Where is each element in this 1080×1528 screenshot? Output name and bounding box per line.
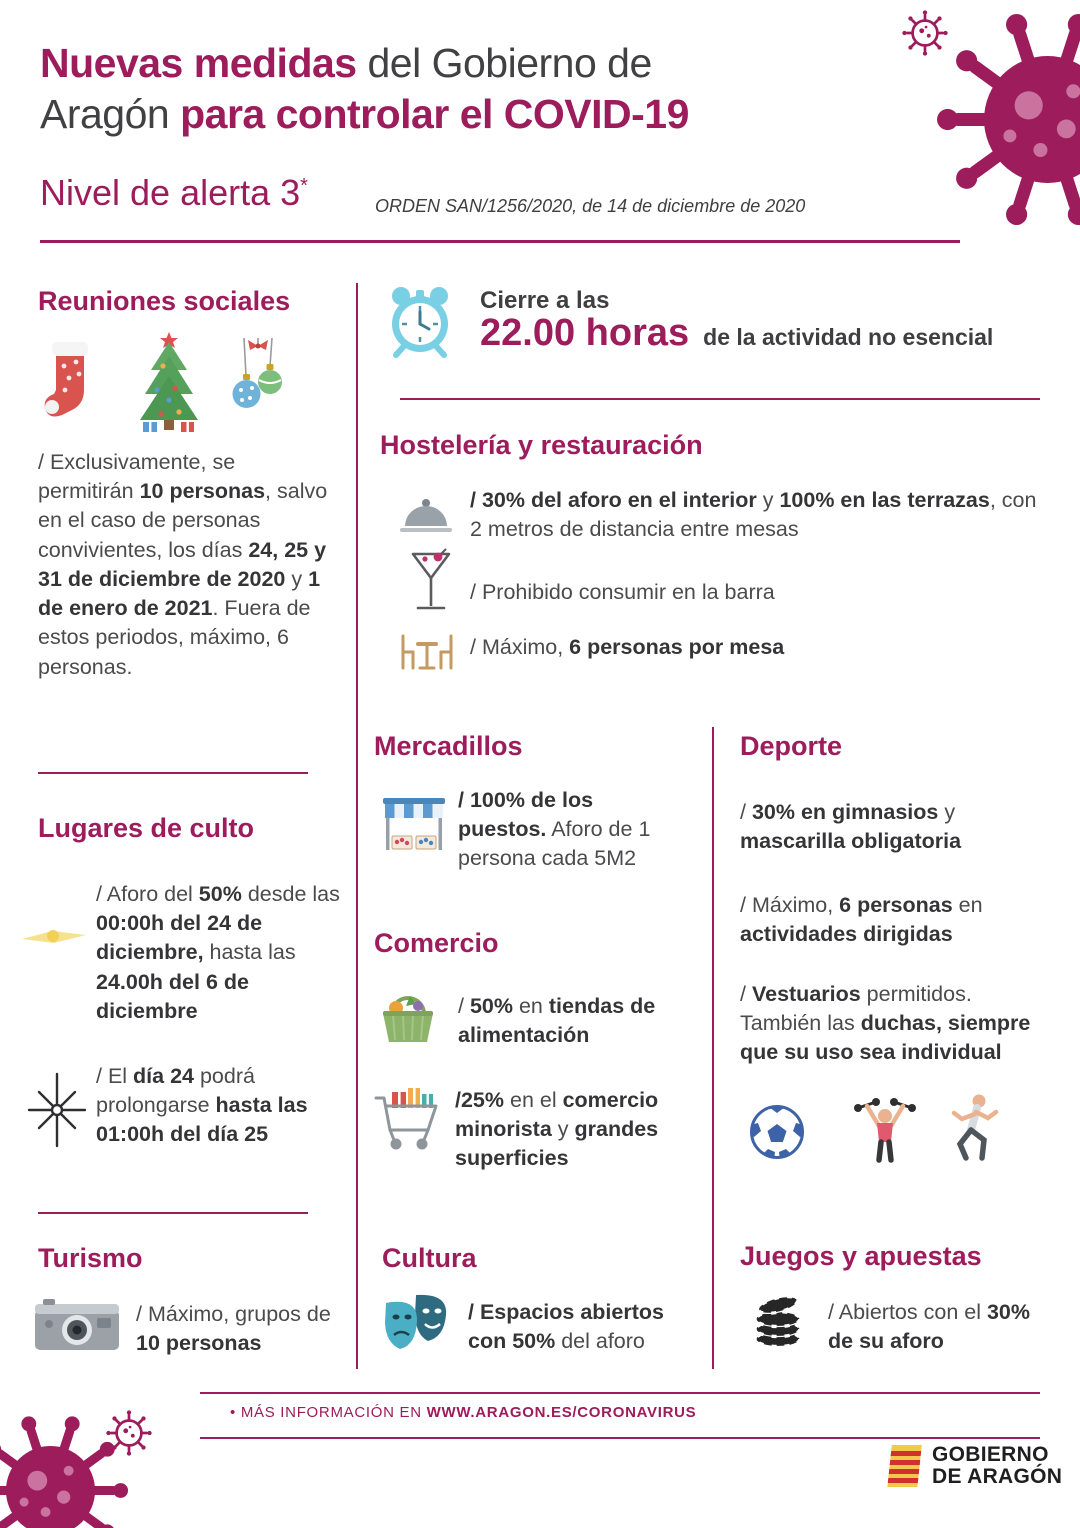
title-accent-2: para controlar el COVID-19 (180, 90, 689, 137)
reuniones-body-text: / Exclusivamente, se permitirán 10 personas, salvo en el caso de personas convivientes, los días 24, 25 y 31 de diciembre de 2020 y 1 de enero de 2021. Fuera de estos periodos, máximo, 6 personas. (38, 450, 328, 679)
hosteleria-item-2-text: / Prohibido consumir en la barra (470, 580, 775, 604)
footer-info-prefix: • MÁS INFORMACIÓN EN (230, 1404, 427, 1421)
title-plain-2: Aragón (40, 90, 181, 137)
comercio-item-1-text: / 50% en tiendas de alimentación (458, 994, 656, 1048)
title-accent-1: Nuevas medidas (40, 40, 357, 86)
shopping-cart-icon (372, 1086, 446, 1160)
order-reference: ORDEN SAN/1256/2020, de 14 de diciembre de 2020 (375, 196, 806, 216)
vertical-divider-left (356, 283, 358, 1369)
section-title-cultura: Cultura (382, 1243, 477, 1273)
section-title-deporte: Deporte (740, 731, 843, 761)
gobierno-aragon-logo (932, 1444, 1062, 1489)
footer-rule-bottom (200, 1437, 1040, 1439)
grocery-basket-icon (376, 986, 440, 1046)
footer-rule-top (200, 1392, 1040, 1394)
aragon-flag-icon (884, 1443, 926, 1491)
closure-time: 22.00 horas (480, 312, 690, 354)
vertical-divider-right (712, 727, 714, 1369)
header-rule (40, 240, 960, 243)
logo-line-1: GOBIERNO (932, 1443, 1049, 1466)
christmas-tree-icon (133, 330, 205, 432)
section-title-hosteleria: Hostelería y restauración (380, 430, 703, 460)
logo-line-2: DE ARAGÓN (932, 1465, 1063, 1489)
closure-row (480, 312, 993, 355)
deporte-item-3-text: / Vestuarios permitidos. También las duchas, siempre que su uso sea individual (740, 982, 1031, 1065)
divider-closure (400, 398, 1040, 400)
section-title-juegos: Juegos y apuestas (740, 1241, 982, 1271)
market-stall-icon (380, 795, 448, 859)
title-plain-1: del Gobierno de (356, 40, 652, 86)
section-title-reuniones: Reuniones sociales (38, 286, 291, 316)
serving-cloche-icon (398, 490, 454, 536)
hosteleria-item-3-text: / Máximo, 6 personas por mesa (470, 635, 785, 659)
alarm-clock-icon (382, 280, 458, 358)
cocktail-icon (408, 548, 454, 618)
virus-large-icon (930, 2, 1080, 237)
turismo-item-1-text: / Máximo, grupos de 10 personas (136, 1302, 331, 1356)
mercadillos-item-1-text: / 100% de los puestos. Aforo de 1 persona cada 5M2 (458, 788, 651, 871)
candle-glow-icon (22, 915, 88, 961)
weightlifter-icon (852, 1092, 918, 1166)
juegos-item-1-text: / Abiertos con el 30% de su aforo (828, 1300, 1030, 1354)
divider-left-1 (38, 772, 308, 774)
soccer-ball-icon (748, 1103, 806, 1161)
cultura-item-1-text: / Espacios abiertos con 50% del aforo (468, 1300, 664, 1354)
page-title-line2 (40, 89, 870, 140)
poker-chips-icon (748, 1291, 808, 1351)
section-title-culto: Lugares de culto (38, 813, 255, 843)
culto-item-2-text: / El día 24 podrá prolongarse hasta las 01:00h del día 25 (96, 1064, 308, 1147)
comercio-item-2-text: /25% en el comercio minorista y grandes superficies (455, 1088, 659, 1171)
culto-item-1-text: / Aforo del 50% desde las 00:00h del 24 de diciembre, hasta las 24.00h del 6 de diciembre (96, 882, 340, 1023)
section-title-turismo: Turismo (38, 1243, 143, 1273)
section-title-mercadillos: Mercadillos (374, 731, 523, 761)
theater-masks-icon (382, 1291, 452, 1353)
hosteleria-item-1-text: / 30% del aforo en el interior y 100% en las terrazas, con 2 metros de distancia entre mesas (470, 488, 1037, 542)
star-sparkle-icon (25, 1072, 89, 1148)
deporte-item-1-text: / 30% en gimnasios y mascarilla obligatoria (740, 800, 962, 854)
camera-icon (33, 1294, 121, 1354)
page-title-line1 (40, 38, 870, 89)
closure-suffix: de la actividad no esencial (703, 324, 994, 350)
christmas-stocking-icon (42, 338, 100, 432)
table-chairs-icon (398, 628, 456, 672)
divider-left-2 (38, 1212, 308, 1214)
closure-intro: Cierre a las (480, 287, 610, 314)
alert-level: Nivel de alerta 3* (40, 172, 308, 213)
footer-info-url[interactable]: WWW.ARAGON.ES/CORONAVIRUS (426, 1404, 697, 1421)
runner-icon (946, 1092, 1002, 1166)
virus-bottom-small-icon (102, 1406, 156, 1460)
deporte-item-2-text: / Máximo, 6 personas en actividades dirigidas (740, 893, 983, 947)
alert-asterisk: * (300, 175, 308, 197)
ornaments-icon (222, 338, 292, 434)
section-title-comercio: Comercio (374, 928, 499, 958)
footer-info (230, 1404, 696, 1421)
page-title (40, 38, 870, 140)
